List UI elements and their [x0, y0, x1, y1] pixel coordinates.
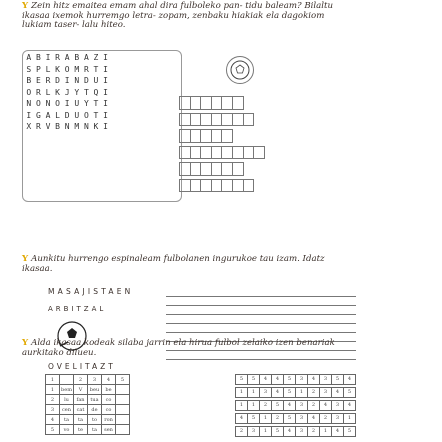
code-cell[interactable]: 2: [259, 400, 272, 411]
word-search-row: [24, 98, 110, 110]
word-search-letter: O: [64, 64, 70, 74]
code-cell[interactable]: 3: [247, 426, 260, 437]
question-2-text: Aunkitu hurrengo espinaleam fulbolanen ingurukoe tau izam. Idatz ikasaa.: [22, 254, 325, 274]
word-search-letter: N: [64, 122, 70, 131]
word-search-letter: R: [45, 76, 51, 85]
syllable-code-table: [45, 374, 130, 435]
table-row: [46, 375, 130, 385]
word-search-letter: I: [103, 110, 108, 120]
code-cell[interactable]: 2: [235, 426, 248, 437]
table-cell: [116, 415, 130, 425]
code-cell[interactable]: 4: [259, 374, 272, 385]
answer-box[interactable]: [221, 129, 233, 143]
word-search-letter: A: [26, 53, 32, 62]
table-cell: 1: [46, 385, 60, 395]
question-1: [22, 2, 352, 31]
table-cell: de: [88, 405, 102, 415]
word-search-letter: I: [103, 122, 108, 131]
word-search-letter: N: [74, 76, 80, 85]
code-cell[interactable]: 3: [295, 400, 308, 411]
code-cell[interactable]: 4: [235, 413, 248, 424]
word-search-letter: I: [103, 99, 108, 108]
answer-box[interactable]: [243, 113, 255, 127]
question-3-text: Alda ikasaa kodeak silaba jarrin ela hirua fulbol zelaiko izen benariak aurkitako dilueu.: [22, 338, 335, 358]
table-row: [46, 415, 130, 425]
answer-box-row[interactable]: [180, 162, 265, 176]
word-search-letter: I: [64, 99, 70, 108]
table-cell: 4: [46, 415, 60, 425]
word-search-letter: K: [55, 64, 60, 74]
table-cell: co: [102, 395, 116, 405]
word-search-letter: O: [55, 99, 60, 108]
code-row[interactable]: [236, 400, 356, 411]
code-cell[interactable]: 5: [271, 426, 284, 437]
answer-box[interactable]: [243, 179, 255, 193]
word-search-letter: Y: [83, 99, 89, 108]
word-search-letter: B: [35, 53, 41, 62]
word-search-letter: I: [103, 64, 108, 74]
crossword-bottom: OVELITAZT: [48, 362, 116, 371]
word-search-letter: Q: [93, 87, 99, 97]
code-cell[interactable]: 4: [319, 400, 332, 411]
word-search-letter: D: [64, 110, 70, 120]
code-cell[interactable]: 4: [307, 374, 320, 385]
code-cell[interactable]: 5: [283, 374, 296, 385]
code-cell[interactable]: 2: [307, 400, 320, 411]
answer-box[interactable]: [232, 162, 244, 176]
code-row[interactable]: [236, 387, 356, 398]
word-search-letter: D: [55, 76, 60, 85]
word-search-letter: I: [103, 53, 108, 62]
table-cell: te: [74, 425, 88, 435]
code-cell[interactable]: 4: [283, 426, 296, 437]
code-cell[interactable]: 2: [319, 413, 332, 424]
code-answer-grid: [236, 374, 356, 439]
code-cell[interactable]: 5: [247, 374, 260, 385]
word-search-letter: T: [93, 110, 99, 120]
football-badge-icon: [226, 56, 254, 84]
word-search-letter: O: [26, 87, 32, 97]
word-search-letter: K: [55, 87, 60, 97]
crossword-title: MASAJISTAEN: [48, 287, 134, 296]
answer-box[interactable]: [232, 96, 244, 110]
word-search-row: [24, 52, 110, 64]
table-cell: 4: [102, 375, 116, 385]
table-cell: ta: [60, 415, 74, 425]
table-cell: lu: [60, 395, 74, 405]
table-cell: co: [102, 405, 116, 415]
word-search-letter: N: [45, 99, 51, 108]
code-cell[interactable]: 2: [307, 387, 320, 398]
code-cell[interactable]: 3: [295, 413, 308, 424]
code-cell[interactable]: 4: [283, 400, 296, 411]
word-search-letter: O: [35, 99, 41, 108]
code-cell[interactable]: 3: [331, 413, 344, 424]
table-cell: cen: [60, 405, 74, 415]
answer-box-row[interactable]: [180, 146, 265, 160]
code-cell[interactable]: 2: [307, 426, 320, 437]
word-search-row: [24, 64, 110, 76]
table-row: [46, 385, 130, 395]
code-cell[interactable]: 1: [235, 400, 248, 411]
question-3: [22, 339, 352, 358]
code-cell[interactable]: 4: [271, 374, 284, 385]
word-search-letter: A: [83, 53, 89, 62]
code-cell[interactable]: 2: [271, 413, 284, 424]
table-cell: 3: [46, 405, 60, 415]
table-cell: tua: [88, 395, 102, 405]
code-row[interactable]: [236, 426, 356, 437]
word-search-letter: I: [45, 53, 51, 62]
table-cell: be: [102, 385, 116, 395]
word-search-letter: B: [26, 76, 32, 85]
code-cell[interactable]: 5: [343, 426, 356, 437]
word-search-letter: R: [35, 87, 41, 97]
word-search-letter: P: [35, 64, 41, 74]
table-cell: cat: [74, 405, 88, 415]
word-search-letter: K: [93, 122, 99, 131]
word-search-letter: Z: [93, 53, 99, 62]
code-cell[interactable]: 1: [247, 387, 260, 398]
code-cell[interactable]: 5: [247, 413, 260, 424]
code-cell[interactable]: 1: [295, 387, 308, 398]
word-search-letter: I: [103, 87, 108, 97]
word-search-row: [24, 87, 110, 99]
answer-box-row[interactable]: [180, 129, 265, 143]
word-search-letter: A: [64, 53, 70, 62]
table-cell: ta: [74, 415, 88, 425]
table-cell: fan: [74, 395, 88, 405]
table-cell: 1: [46, 375, 60, 385]
code-cell[interactable]: 3: [319, 387, 332, 398]
table-cell: 5: [46, 425, 60, 435]
code-cell[interactable]: 3: [331, 400, 344, 411]
table-cell: ron: [102, 415, 116, 425]
word-search-row: [24, 75, 110, 87]
word-search-letter: A: [45, 110, 51, 120]
table-cell: 2: [46, 395, 60, 405]
answer-box-row[interactable]: [180, 96, 265, 110]
word-search-letter: I: [103, 76, 108, 85]
table-cell: vo: [60, 425, 74, 435]
word-search-letter: T: [83, 87, 89, 97]
word-search-letter: U: [74, 110, 80, 120]
word-search-letter: L: [55, 110, 60, 120]
code-cell[interactable]: 1: [319, 426, 332, 437]
bullet-icon: Y: [22, 254, 29, 264]
word-search-letter: D: [83, 76, 89, 85]
code-cell[interactable]: 3: [295, 426, 308, 437]
bullet-icon: Y: [22, 1, 29, 11]
code-cell[interactable]: 3: [259, 387, 272, 398]
table-cell: sen: [102, 425, 116, 435]
table-cell: V: [74, 385, 88, 395]
table-cell: 3: [88, 375, 102, 385]
word-search-letter: Y: [74, 87, 80, 97]
code-cell[interactable]: 5: [283, 387, 296, 398]
code-row[interactable]: [236, 413, 356, 424]
word-search-letter: J: [64, 87, 70, 97]
code-cell[interactable]: 5: [271, 400, 284, 411]
word-search-letter: T: [93, 99, 99, 108]
word-search-letter: R: [83, 64, 89, 74]
answer-box-row[interactable]: [180, 113, 265, 127]
word-search-row: [24, 121, 110, 133]
word-search-letter: M: [74, 64, 80, 74]
word-search-grid: [24, 52, 110, 133]
table-cell: [60, 375, 74, 385]
code-cell[interactable]: 4: [271, 387, 284, 398]
word-search-letter: B: [74, 53, 80, 62]
question-2: [22, 255, 352, 274]
table-cell: [116, 385, 130, 395]
word-search-letter: I: [64, 76, 70, 85]
word-search-letter: L: [45, 87, 51, 97]
table-cell: ta: [88, 425, 102, 435]
word-search-letter: N: [83, 122, 89, 131]
word-search-letter: U: [93, 76, 99, 85]
word-search-letter: V: [45, 122, 51, 131]
code-cell[interactable]: 4: [331, 426, 344, 437]
table-cell: to: [88, 415, 102, 425]
word-search-letter: O: [83, 110, 89, 120]
code-cell[interactable]: 5: [283, 413, 296, 424]
code-cell[interactable]: 1: [343, 413, 356, 424]
table-cell: [116, 395, 130, 405]
word-search-row: [24, 110, 110, 122]
table-row: [46, 405, 130, 415]
table-cell: 5: [116, 375, 130, 385]
code-cell[interactable]: 4: [307, 413, 320, 424]
word-search-letter: S: [26, 64, 32, 74]
table-cell: bem: [61, 386, 72, 393]
word-search-letter: L: [45, 64, 51, 74]
code-cell[interactable]: 3: [295, 374, 308, 385]
bullet-icon: Y: [22, 338, 29, 348]
code-cell[interactable]: 1: [235, 387, 248, 398]
crossword-line2: ARBITZAL: [48, 305, 107, 313]
answer-box[interactable]: [253, 146, 265, 160]
word-search-letter: E: [35, 76, 41, 85]
table-cell: [116, 405, 130, 415]
answer-box-row[interactable]: [180, 179, 265, 193]
code-cell[interactable]: 4: [343, 400, 356, 411]
question-1-text: Zein hitz emaitea emam ahal dira fulboleko pan- tidu baleam? Bilaltu ikasaa ixemok hurremgo letra- zopam, zenbaku hiakiak ela dagokiom lukiam taser- lalu hiteo.: [22, 1, 334, 30]
word-search-letter: I: [26, 110, 32, 120]
word-search-letter: X: [26, 122, 32, 131]
answer-boxes: [180, 96, 265, 195]
word-search-letter: B: [55, 122, 60, 131]
code-cell[interactable]: 5: [235, 374, 248, 385]
table-row: [46, 425, 130, 435]
table-cell: [116, 425, 130, 435]
word-search-letter: T: [93, 64, 99, 74]
word-search-letter: R: [35, 122, 41, 131]
table-cell: 2: [74, 375, 88, 385]
code-cell[interactable]: 1: [247, 400, 260, 411]
word-search-letter: R: [55, 53, 60, 62]
table-row: [46, 395, 130, 405]
code-row[interactable]: [236, 374, 356, 385]
code-cell[interactable]: 1: [259, 413, 272, 424]
code-cell[interactable]: 5: [331, 374, 344, 385]
code-cell[interactable]: 4: [331, 387, 344, 398]
code-cell[interactable]: 4: [343, 374, 356, 385]
word-search-letter: N: [26, 99, 32, 108]
word-search-letter: U: [74, 99, 80, 108]
table-cell: beu: [88, 385, 102, 395]
word-search-letter: G: [35, 110, 41, 120]
code-cell[interactable]: 3: [319, 374, 332, 385]
word-search-letter: M: [74, 122, 80, 131]
code-cell[interactable]: 1: [259, 426, 272, 437]
code-cell[interactable]: 5: [343, 387, 356, 398]
